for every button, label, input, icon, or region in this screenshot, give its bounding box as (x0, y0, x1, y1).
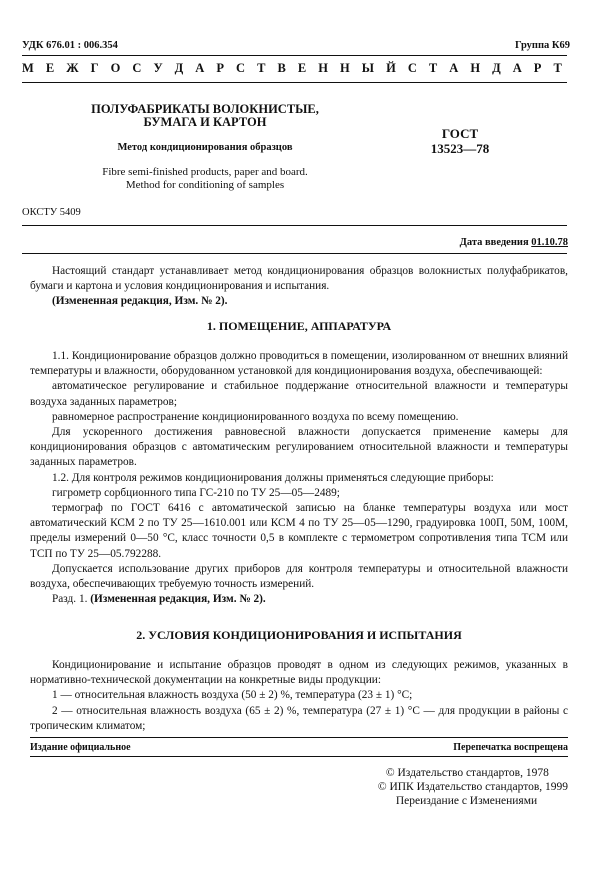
gost-label: ГОСТ (441, 126, 479, 141)
english-title-line: Fibre semi-finished products, paper and board. (102, 166, 308, 178)
paragraph: Для ускоренного достижения равновесной влажности допускается применение камеры для кондиционирования образцов с автоматическим регулированием относительной влажности и температуры заданных параметров. (30, 426, 568, 469)
english-title (55, 166, 355, 192)
oksu-code: ОКСТУ 5409 (22, 207, 81, 218)
heading-letter: С (132, 61, 142, 75)
heading-letter: Ж (66, 61, 79, 75)
title-line: ПОЛУФАБРИКАТЫ ВОЛОКНИСТЫЕ, (91, 102, 319, 116)
document-title (55, 103, 355, 129)
paragraph: равномерное распространение кондиционированного воздуха по всему помещению. (52, 410, 459, 423)
copyright-line: Переиздание с Изменениями (395, 795, 538, 807)
copyright-block (378, 766, 568, 808)
heading-letter: А (195, 61, 205, 75)
standard-type-heading (22, 61, 562, 76)
heading-letter: А (449, 61, 459, 75)
heading-letter: Е (297, 61, 307, 75)
heading-letter: Д (492, 61, 501, 75)
heading-letter: Р (533, 61, 542, 75)
document-subtitle: Метод кондиционирования образцов (117, 142, 293, 153)
paragraph: 1.1. Кондиционирование образцов должно проводиться в помещении, изолированном от внешних влияний температуры и влажности, оборудованном установкой для кондиционирования воздуха, обеспечивающей: (30, 350, 568, 378)
paragraph: гигрометр сорбционного типа ГС-210 по ТУ 25—05—2489; (52, 486, 340, 499)
intro-section (30, 264, 568, 310)
heading-letter: Е (45, 61, 55, 75)
paragraph: 1.2. Для контроля режимов кондиционирования должны применяться следующие приборы: (52, 471, 494, 484)
copyright-line: © ИПК Издательство стандартов, 1999 (377, 781, 568, 793)
udk-code: УДК 676.01 : 006.354 (22, 40, 118, 51)
section-heading: 1. ПОМЕЩЕНИЕ, АППАРАТУРА (206, 319, 392, 333)
title-line: БУМАГА И КАРТОН (143, 115, 267, 129)
heading-letter: Р (216, 61, 224, 75)
effective-date-label: Дата введения (459, 237, 529, 248)
heading-letter: У (153, 61, 163, 75)
paragraph: Допускается использование других приборов для контроля температуры и относительной влажности воздуха, обеспечивающих требуемую точность измерений. (30, 562, 568, 591)
footer-bottom-rule (30, 756, 568, 757)
reprint-prohibited-label: Перепечатка воспрещена (453, 742, 568, 753)
amendment-note (30, 592, 568, 607)
heading-letter: О (110, 61, 121, 75)
gost-designation (420, 126, 500, 156)
paragraph: Настоящий стандарт устанавливает метод кондиционирования образцов волокнистых полуфабрикатов, бумаги и картона и условия кондиционирования и испытания. (30, 265, 568, 293)
heading-letter: Т (257, 61, 266, 75)
heading-letter: Н (470, 61, 481, 75)
heading-letter: С (236, 61, 246, 75)
paragraph: 2 — относительная влажность воздуха (65 ± 2) %, температура (27 ± 1) °С — для продукции в районы с тропическим климатом; (30, 704, 568, 732)
section-2-body (30, 658, 568, 734)
english-title-line: Method for conditioning of samples (125, 179, 285, 191)
copyright-line: © Издательство стандартов, 1978 (385, 767, 549, 779)
heading-letter: А (512, 61, 522, 75)
amendment-note: (Измененная редакция, Изм. № 2). (52, 295, 228, 308)
footer-rule (30, 737, 568, 738)
paragraph: 1 — относительная влажность воздуха (50 ± 2) %, температура (23 ± 1) °С; (52, 689, 413, 702)
amendment-prefix: Разд. 1. (52, 593, 88, 606)
heading-letter: С (407, 61, 417, 75)
heading-letter: Д (174, 61, 184, 75)
heading-letter: Н (318, 61, 328, 75)
paragraph: Кондиционирование и испытание образцов проводят в одном из следующих режимов, указанных в нормативно-технической документации на конкретные виды продукции: (30, 659, 568, 687)
title-block-rule (22, 225, 567, 226)
amendment-text: (Измененная редакция, Изм. № 2). (90, 593, 266, 606)
heading-letter: Т (428, 61, 438, 75)
group-code: Группа К69 (514, 40, 570, 51)
effective-date (460, 237, 568, 248)
heading-letter: Н (339, 61, 350, 75)
heading-letter: Й (386, 61, 396, 75)
section-heading: 2. УСЛОВИЯ КОНДИЦИОНИРОВАНИЯ И ИСПЫТАНИЯ (136, 628, 462, 642)
heading-letter: Ы (361, 61, 375, 75)
top-rule (22, 55, 567, 56)
paragraph: автоматическое регулирование и стабильное поддержание относительной влажности и температуры воздуха заданных параметров; (30, 380, 568, 408)
section-1-body (30, 349, 568, 607)
official-edition-label: Издание официальное (30, 742, 131, 753)
effective-date-value: 01.10.78 (531, 237, 568, 248)
heading-letter: Т (553, 61, 562, 75)
date-rule (22, 253, 567, 254)
heading-letter: В (277, 61, 286, 75)
gost-number: 13523—78 (430, 141, 490, 156)
heading-rule (22, 82, 567, 83)
paragraph: термограф по ГОСТ 6416 с автоматической записью на бланке температуры воздуха или мост автоматический КСМ 2 по ТУ 25—1610.001 или КСМ 4 по ТУ 25—05—1290, градуировка 100П, 50М, 100М, пределы измерений 0—50 °С, класс точности 0,5 в комплекте с термометром сопротивления типа ТСМ или ТСП по ТУ 25—05.792288. (30, 502, 568, 560)
heading-letter: Г (90, 61, 99, 75)
heading-letter: М (22, 61, 34, 75)
